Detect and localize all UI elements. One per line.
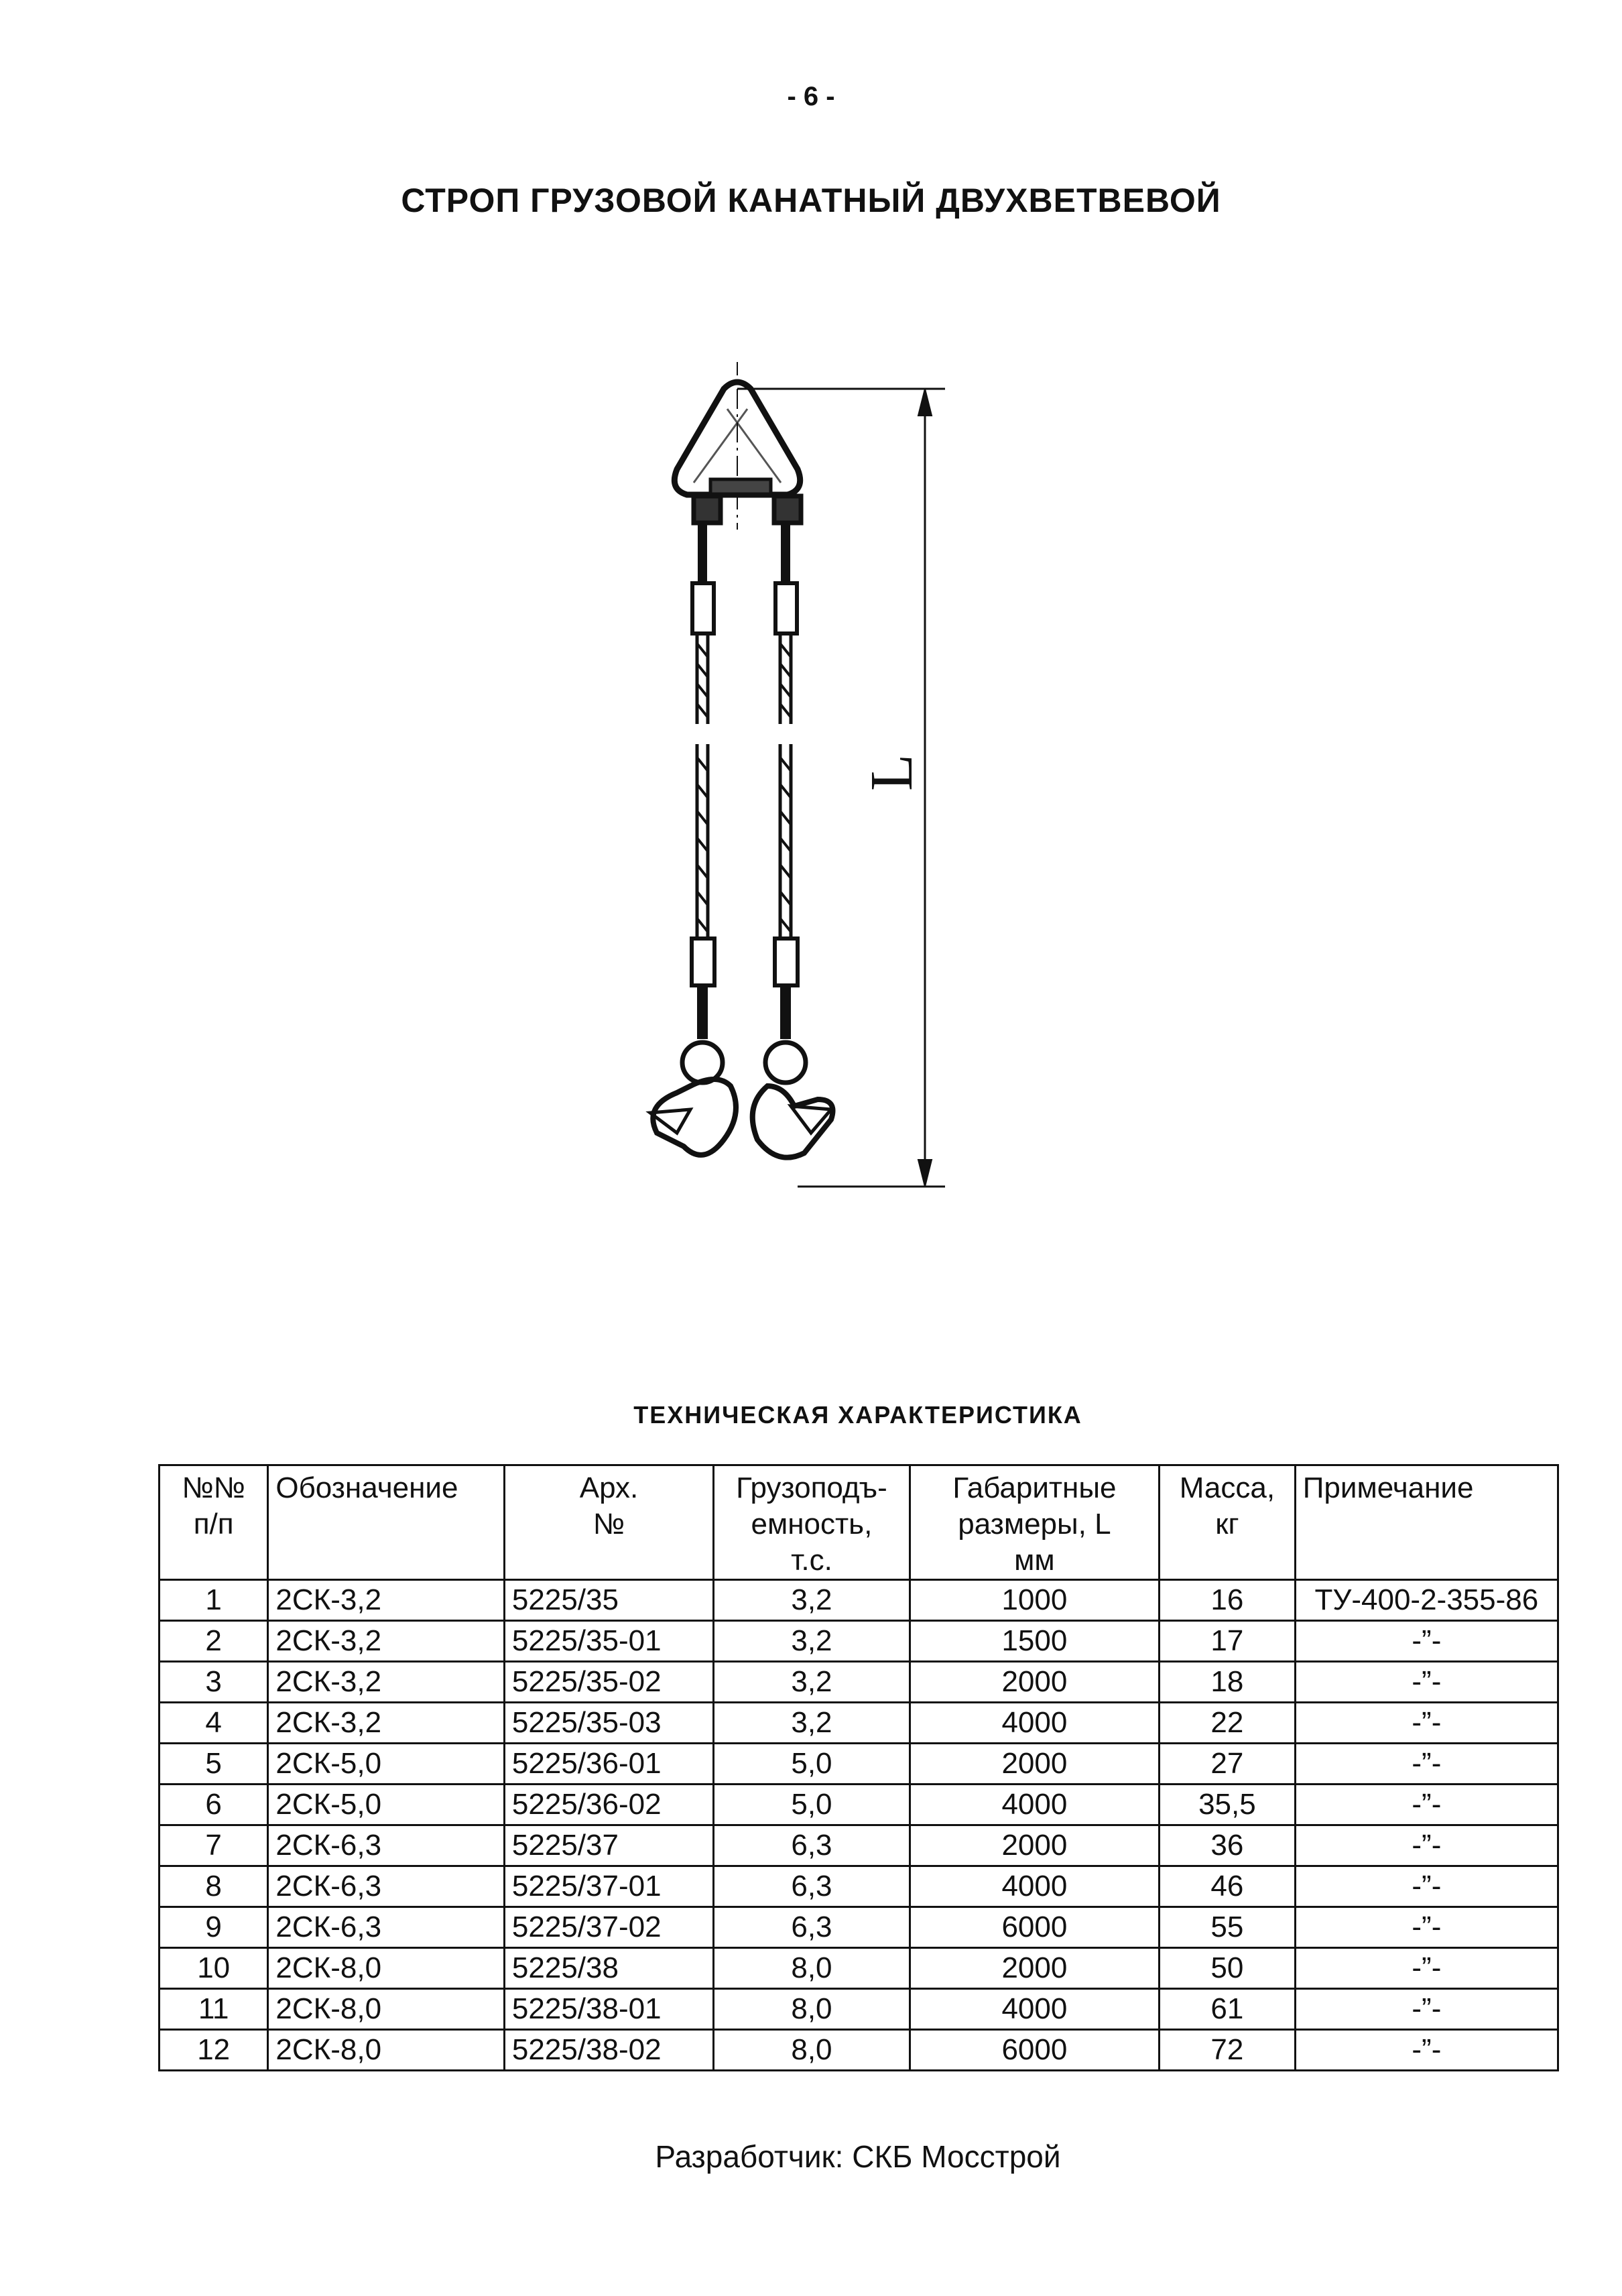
cell-designation: 2СК-3,2	[268, 1662, 505, 1703]
cell-note: -”-	[1295, 1948, 1558, 1989]
cell-designation: 2СК-8,0	[268, 1948, 505, 1989]
cell-num: 6	[160, 1785, 268, 1825]
cell-dims: 2000	[910, 1948, 1159, 1989]
cell-num: 7	[160, 1825, 268, 1866]
cell-dims: 6000	[910, 1907, 1159, 1948]
cell-capacity: 8,0	[714, 1989, 910, 2030]
header-designation: Обозначение	[268, 1465, 505, 1580]
cell-designation: 2СК-6,3	[268, 1825, 505, 1866]
cell-mass: 36	[1160, 1825, 1296, 1866]
cell-arch: 5225/35-03	[504, 1703, 713, 1744]
cell-dims: 4000	[910, 1989, 1159, 2030]
cell-capacity: 3,2	[714, 1662, 910, 1703]
cell-arch: 5225/35-01	[504, 1621, 713, 1662]
cell-arch: 5225/37	[504, 1825, 713, 1866]
cell-num: 3	[160, 1662, 268, 1703]
cell-capacity: 8,0	[714, 1948, 910, 1989]
cell-arch: 5225/38	[504, 1948, 713, 1989]
cell-dims: 1000	[910, 1580, 1159, 1621]
table-row	[160, 1825, 1558, 1866]
cell-note: -”-	[1295, 1785, 1558, 1825]
table-row	[160, 1866, 1558, 1907]
cell-note: -”-	[1295, 1866, 1558, 1907]
cell-designation: 2СК-6,3	[268, 1907, 505, 1948]
cell-arch: 5225/37-02	[504, 1907, 713, 1948]
cell-dims: 2000	[910, 1825, 1159, 1866]
cell-dims: 6000	[910, 2030, 1159, 2071]
table-header-row	[160, 1465, 1558, 1580]
cell-num: 4	[160, 1703, 268, 1744]
cell-note: -”-	[1295, 1621, 1558, 1662]
cell-capacity: 6,3	[714, 1907, 910, 1948]
table-row	[160, 1989, 1558, 2030]
cell-arch: 5225/35	[504, 1580, 713, 1621]
cell-mass: 61	[1160, 1989, 1296, 2030]
cell-num: 12	[160, 2030, 268, 2071]
cell-mass: 18	[1160, 1662, 1296, 1703]
cell-capacity: 3,2	[714, 1580, 910, 1621]
cell-designation: 2СК-6,3	[268, 1866, 505, 1907]
cell-num: 5	[160, 1744, 268, 1785]
cell-dims: 1500	[910, 1621, 1159, 1662]
cell-capacity: 6,3	[714, 1825, 910, 1866]
cell-note: -”-	[1295, 1744, 1558, 1785]
table-row	[160, 1662, 1558, 1703]
header-mass: Масса, кг	[1160, 1465, 1296, 1580]
section-title: ТЕХНИЧЕСКАЯ ХАРАКТЕРИСТИКА	[633, 1401, 1082, 1429]
header-dims: Габаритные размеры, L мм	[910, 1465, 1159, 1580]
dimension-label: L	[859, 754, 925, 791]
left-shackle	[694, 496, 721, 523]
cell-designation: 2СК-5,0	[268, 1785, 505, 1825]
cell-arch: 5225/38-02	[504, 2030, 713, 2071]
cell-note: -”-	[1295, 1989, 1558, 2030]
left-hook	[653, 1079, 736, 1155]
right-leg	[753, 523, 833, 1158]
cell-mass: 35,5	[1160, 1785, 1296, 1825]
cell-mass: 17	[1160, 1621, 1296, 1662]
cell-dims: 2000	[910, 1662, 1159, 1703]
table-row	[160, 1948, 1558, 1989]
cell-designation: 2СК-3,2	[268, 1580, 505, 1621]
cell-num: 10	[160, 1948, 268, 1989]
header-num: №№ п/п	[160, 1465, 268, 1580]
cell-mass: 46	[1160, 1866, 1296, 1907]
cell-mass: 50	[1160, 1948, 1296, 1989]
cell-note: -”-	[1295, 1703, 1558, 1744]
table-row	[160, 1785, 1558, 1825]
cell-mass: 72	[1160, 2030, 1296, 2071]
cell-arch: 5225/36-02	[504, 1785, 713, 1825]
developer-footer: Разработчик: СКБ Мосстрой	[655, 2139, 1061, 2174]
cell-num: 9	[160, 1907, 268, 1948]
cell-dims: 4000	[910, 1785, 1159, 1825]
cell-designation: 2СК-8,0	[268, 1989, 505, 2030]
cell-note: -”-	[1295, 2030, 1558, 2071]
sling-drawing	[630, 362, 992, 1233]
cell-mass: 55	[1160, 1907, 1296, 1948]
cell-note: ТУ-400-2-355-86	[1295, 1580, 1558, 1621]
left-leg	[650, 523, 736, 1155]
cell-mass: 16	[1160, 1580, 1296, 1621]
cell-num: 1	[160, 1580, 268, 1621]
cell-arch: 5225/38-01	[504, 1989, 713, 2030]
table-row	[160, 1580, 1558, 1621]
cell-capacity: 5,0	[714, 1744, 910, 1785]
page-number: - 6 -	[787, 82, 835, 111]
cell-capacity: 8,0	[714, 2030, 910, 2071]
cell-note: -”-	[1295, 1825, 1558, 1866]
cell-arch: 5225/35-02	[504, 1662, 713, 1703]
cell-capacity: 3,2	[714, 1703, 910, 1744]
page-title: СТРОП ГРУЗОВОЙ КАНАТНЫЙ ДВУХВЕТВЕВОЙ	[401, 182, 1221, 219]
cell-designation: 2СК-3,2	[268, 1621, 505, 1662]
cell-note: -”-	[1295, 1907, 1558, 1948]
cell-designation: 2СК-3,2	[268, 1703, 505, 1744]
cell-note: -”-	[1295, 1662, 1558, 1703]
cell-arch: 5225/37-01	[504, 1866, 713, 1907]
cell-mass: 27	[1160, 1744, 1296, 1785]
cell-designation: 2СК-5,0	[268, 1744, 505, 1785]
cell-dims: 4000	[910, 1703, 1159, 1744]
cell-num: 8	[160, 1866, 268, 1907]
table-row	[160, 1744, 1558, 1785]
cell-capacity: 3,2	[714, 1621, 910, 1662]
cell-capacity: 5,0	[714, 1785, 910, 1825]
table-row	[160, 1703, 1558, 1744]
spec-table	[158, 1464, 1559, 2071]
header-capacity: Грузоподъ- емность, т.с.	[714, 1465, 910, 1580]
cell-capacity: 6,3	[714, 1866, 910, 1907]
header-arch: Арх. №	[504, 1465, 713, 1580]
right-shackle	[774, 496, 801, 523]
cell-designation: 2СК-8,0	[268, 2030, 505, 2071]
cell-mass: 22	[1160, 1703, 1296, 1744]
cell-num: 11	[160, 1989, 268, 2030]
cell-dims: 4000	[910, 1866, 1159, 1907]
cell-num: 2	[160, 1621, 268, 1662]
table-row	[160, 1907, 1558, 1948]
header-note: Примечание	[1295, 1465, 1558, 1580]
cell-arch: 5225/36-01	[504, 1744, 713, 1785]
table-row	[160, 2030, 1558, 2071]
table-row	[160, 1621, 1558, 1662]
cell-dims: 2000	[910, 1744, 1159, 1785]
